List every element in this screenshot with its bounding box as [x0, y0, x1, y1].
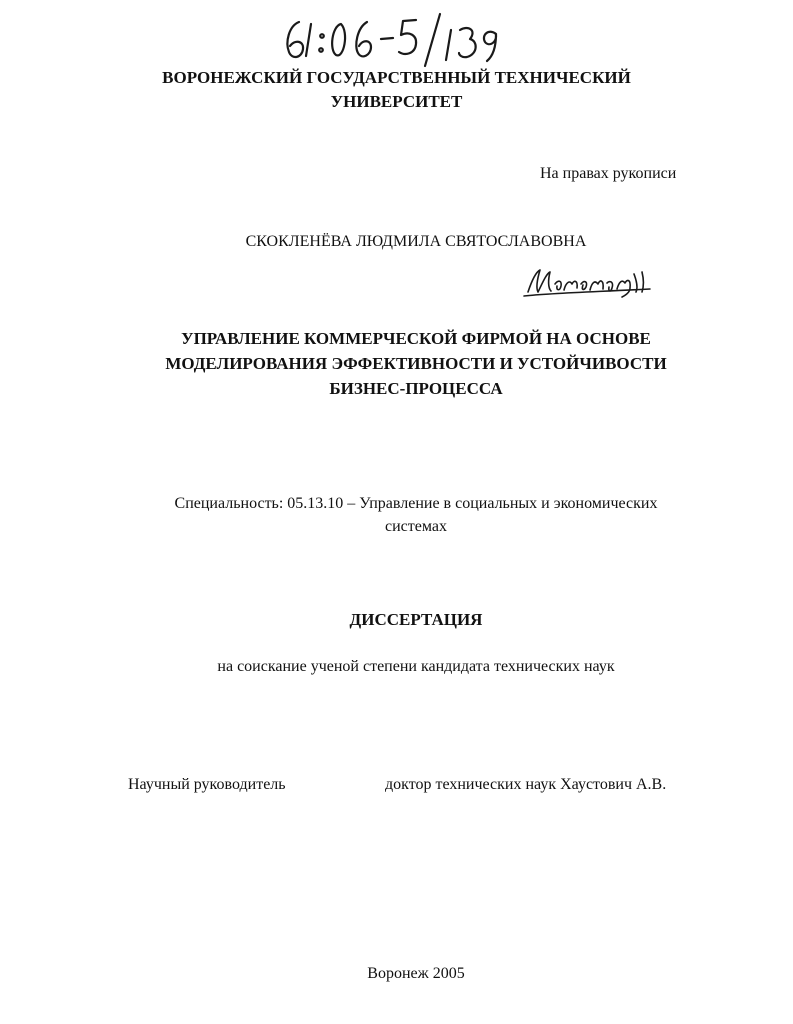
archive-stamp	[275, 8, 515, 68]
specialty-line-2: системах	[385, 518, 447, 535]
specialty	[0, 492, 793, 538]
signature-icon	[522, 262, 657, 302]
dissertation-title	[0, 326, 793, 401]
university-name	[0, 66, 793, 114]
university-line-1: ВОРОНЕЖСКИЙ ГОСУДАРСТВЕННЫЙ ТЕХНИЧЕСКИЙ	[162, 68, 631, 87]
title-line-1: УПРАВЛЕНИЕ КОММЕРЧЕСКОЙ ФИРМОЙ НА ОСНОВЕ	[181, 329, 651, 348]
handwritten-archive-number-icon	[275, 8, 515, 68]
city-year: Воронеж 2005	[367, 965, 465, 982]
degree-statement: на соискание ученой степени кандидата технических наук	[217, 658, 615, 675]
supervisor-name: доктор технических наук Хаустович А.В.	[385, 776, 667, 793]
title-line-3: БИЗНЕС-ПРОЦЕССА	[329, 379, 503, 398]
specialty-line-1: Специальность: 05.13.10 – Управление в социальных и экономических	[174, 495, 658, 512]
author-name: СКОКЛЕНЁВА ЛЮДМИЛА СВЯТОСЛАВОВНА	[245, 233, 587, 250]
manuscript-note: На правах рукописи	[540, 165, 677, 182]
supervisor-label: Научный руководитель	[128, 776, 286, 793]
document-type: ДИССЕРТАЦИЯ	[349, 610, 483, 629]
title-line-2: МОДЕЛИРОВАНИЯ ЭФФЕКТИВНОСТИ И УСТОЙЧИВОСТИ	[165, 354, 667, 373]
university-line-2: УНИВЕРСИТЕТ	[330, 92, 463, 111]
